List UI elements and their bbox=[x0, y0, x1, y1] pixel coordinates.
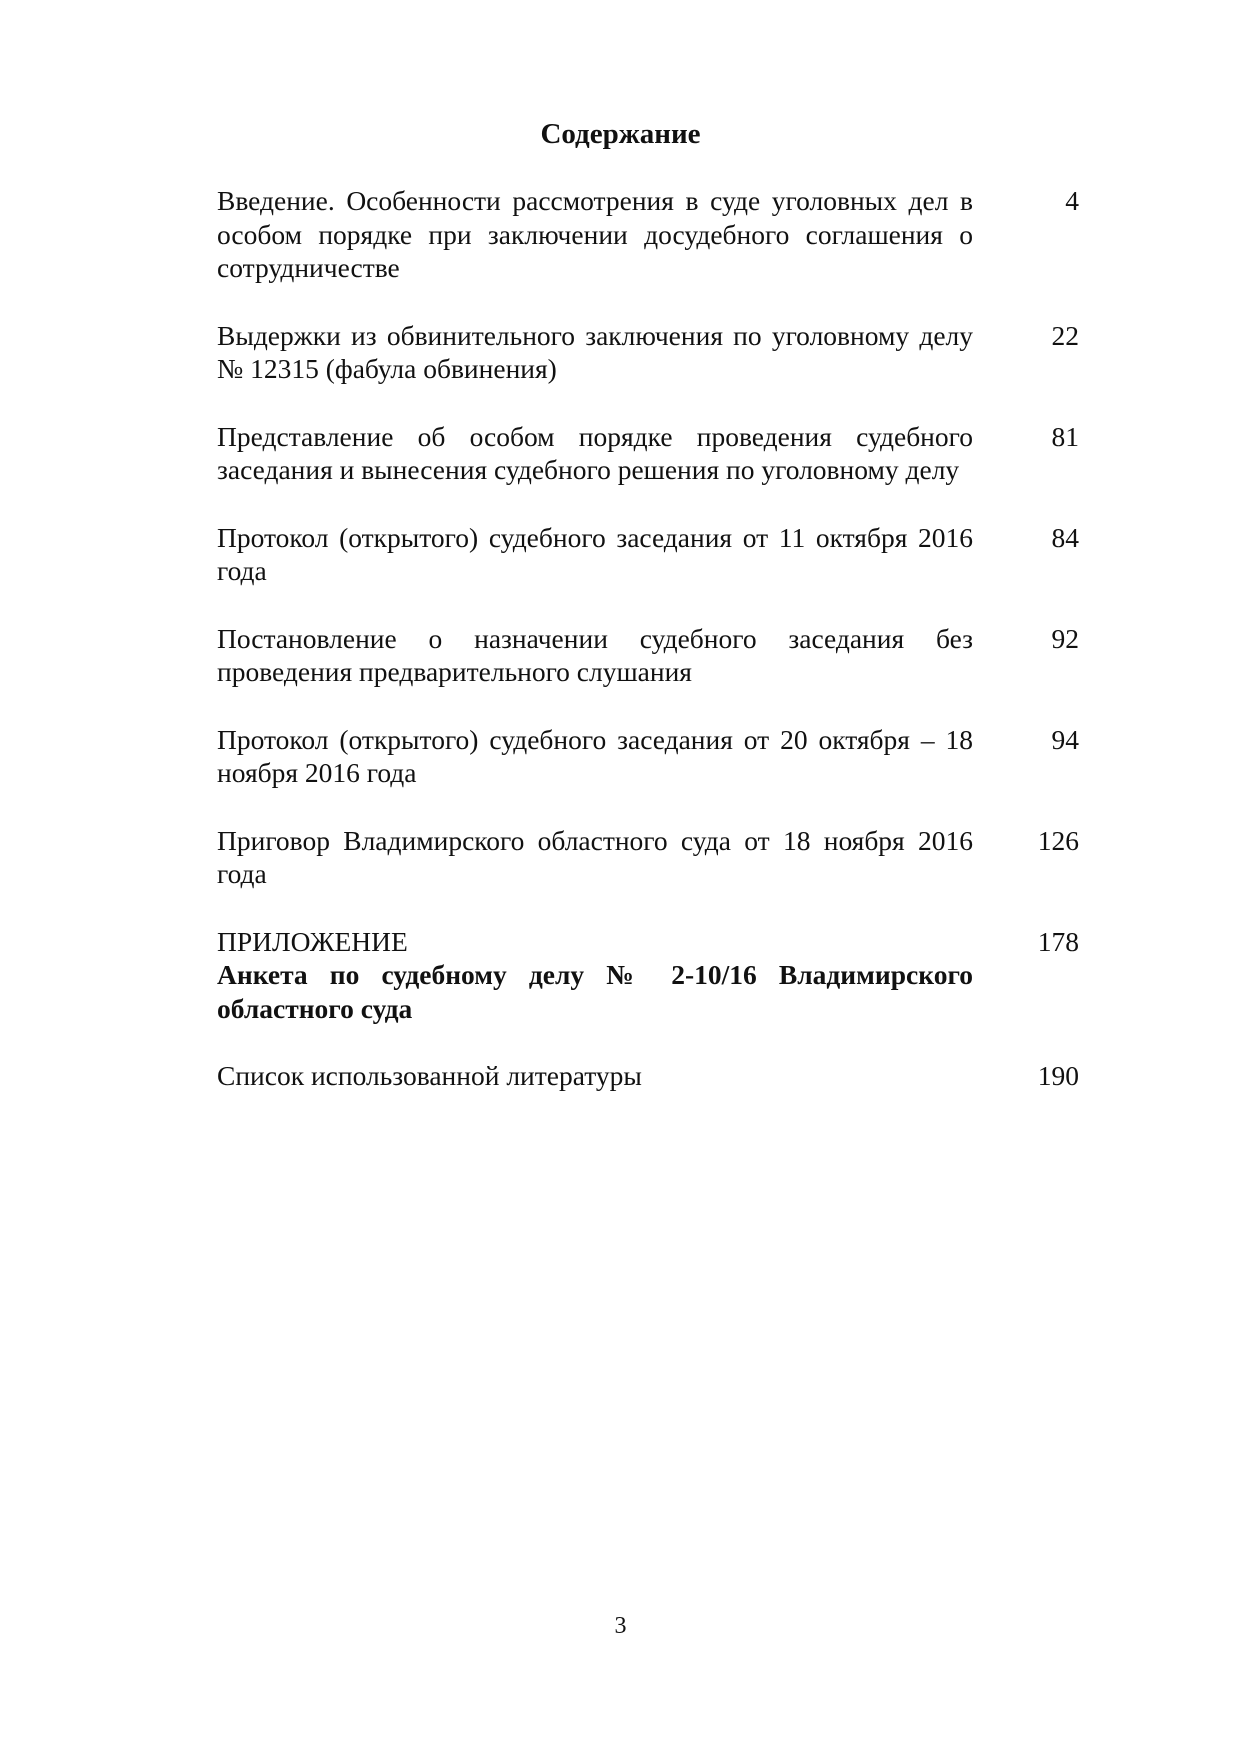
page-number: 3 bbox=[614, 1613, 627, 1639]
appendix-subtitle: Анкета по судебному делу № 2-10/16 Владимирского областного суда bbox=[217, 959, 973, 1024]
toc-entry-page: 92 bbox=[1051, 622, 1079, 654]
appendix-label: ПРИЛОЖЕНИЕ bbox=[217, 925, 408, 957]
toc-entry-text: Выдержки из обвинительного заключения по уголовному делу № 12315 (фабула обвинения) bbox=[217, 319, 973, 384]
toc-entry-appendix bbox=[217, 925, 1079, 1026]
toc-entry-text: Введение. Особенности рассмотрения в суде уголовных дел в особом порядке при заключении досудебного соглашения о сотрудничестве bbox=[217, 185, 973, 283]
toc-entry-page: 178 bbox=[1037, 925, 1079, 957]
toc-entry-indictment-excerpts bbox=[217, 319, 1079, 386]
toc-entry-introduction bbox=[217, 184, 1079, 285]
toc-entry-page: 126 bbox=[1037, 824, 1079, 856]
toc-entry-page: 190 bbox=[1037, 1060, 1079, 1091]
toc-entry-verdict bbox=[217, 824, 1079, 891]
toc-entry-text: Протокол (открытого) судебного заседания от 11 октября 2016 года bbox=[217, 521, 973, 586]
toc-entry-text: Представление об особом порядке проведения судебного заседания и вынесения судебного решения по уголовному делу bbox=[217, 420, 973, 485]
toc-entry-special-procedure-submission bbox=[217, 420, 1079, 487]
toc-entry-hearing-resolution bbox=[217, 622, 1079, 689]
toc-entry-page: 4 bbox=[1065, 185, 1079, 216]
toc-entry-text: Приговор Владимирского областного суда от 18 ноября 2016 года bbox=[217, 824, 973, 889]
page-title: Содержание bbox=[540, 118, 701, 150]
toc-entry-page: 81 bbox=[1051, 420, 1079, 452]
toc-entry-bibliography bbox=[217, 1059, 1079, 1093]
toc-entry-page: 22 bbox=[1051, 319, 1079, 351]
toc-entry-page: 94 bbox=[1051, 723, 1079, 755]
toc-entry-protocol-october-20 bbox=[217, 723, 1079, 790]
toc-entry-page: 84 bbox=[1051, 521, 1079, 553]
toc-entry-text: Постановление о назначении судебного заседания без проведения предварительного слушания bbox=[217, 622, 973, 687]
toc-entry-text: Список использованной литературы bbox=[217, 1060, 642, 1091]
toc-entry-text: Протокол (открытого) судебного заседания от 20 октября – 18 ноября 2016 года bbox=[217, 723, 973, 788]
toc-entry-text bbox=[217, 925, 973, 1026]
table-of-contents bbox=[217, 184, 1079, 1127]
toc-entry-protocol-october-11 bbox=[217, 521, 1079, 588]
